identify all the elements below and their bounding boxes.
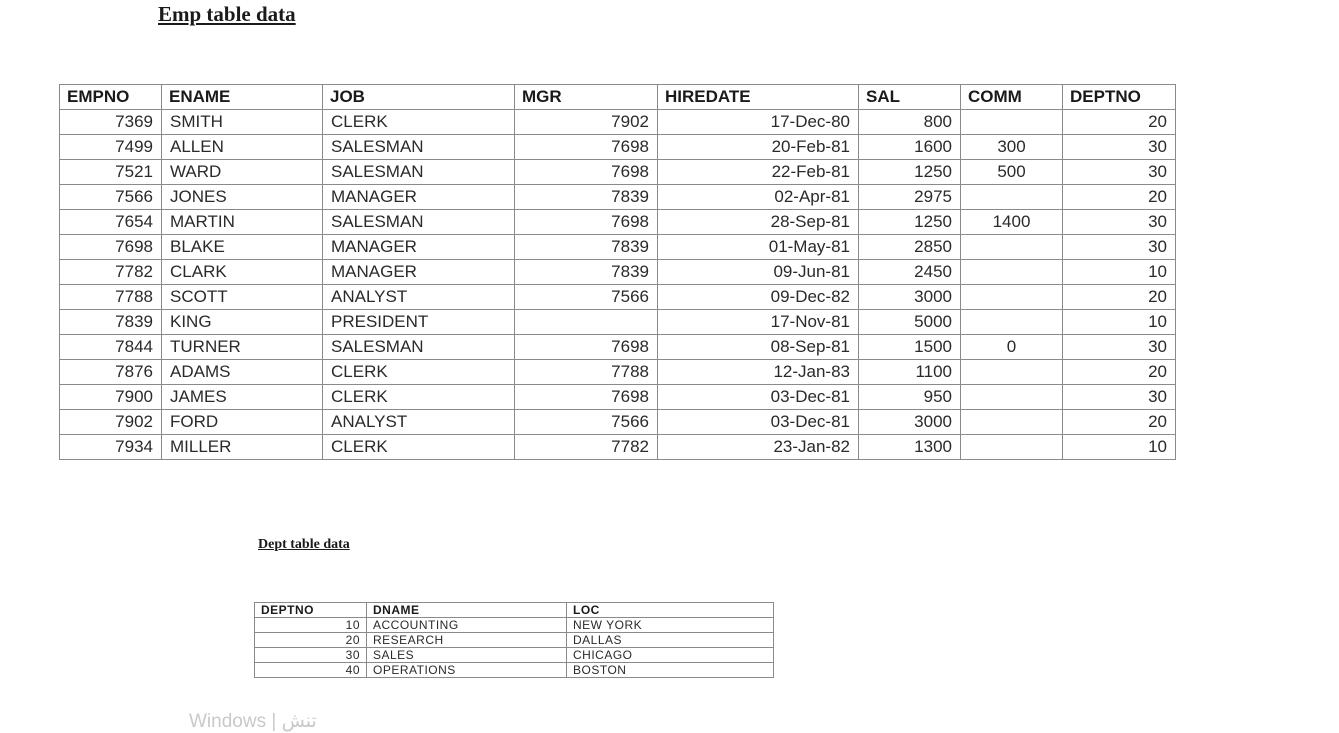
emp-cell-comm: 300 <box>961 135 1063 160</box>
emp-table-row <box>60 185 1176 210</box>
emp-cell-empno: 7499 <box>60 135 162 160</box>
emp-table-row <box>60 235 1176 260</box>
emp-cell-hiredate: 12-Jan-83 <box>658 360 859 385</box>
emp-cell-sal: 1250 <box>859 160 961 185</box>
dept-cell-loc: CHICAGO <box>567 648 774 663</box>
emp-header-cell: HIREDATE <box>658 85 859 110</box>
emp-cell-job: MANAGER <box>323 185 515 210</box>
emp-cell-ename: MILLER <box>162 435 323 460</box>
emp-cell-hiredate: 08-Sep-81 <box>658 335 859 360</box>
emp-cell-mgr: 7698 <box>515 210 658 235</box>
emp-cell-job: MANAGER <box>323 235 515 260</box>
emp-cell-deptno: 30 <box>1063 210 1176 235</box>
emp-cell-job: CLERK <box>323 360 515 385</box>
emp-cell-comm <box>961 435 1063 460</box>
emp-cell-mgr: 7698 <box>515 135 658 160</box>
emp-table-row <box>60 285 1176 310</box>
emp-header-cell: ENAME <box>162 85 323 110</box>
emp-cell-hiredate: 17-Nov-81 <box>658 310 859 335</box>
emp-cell-sal: 1600 <box>859 135 961 160</box>
emp-cell-empno: 7369 <box>60 110 162 135</box>
emp-cell-comm <box>961 235 1063 260</box>
emp-table-row <box>60 385 1176 410</box>
emp-cell-comm <box>961 110 1063 135</box>
emp-cell-deptno: 10 <box>1063 435 1176 460</box>
emp-cell-mgr: 7698 <box>515 385 658 410</box>
dept-cell-dname: SALES <box>367 648 567 663</box>
emp-cell-ename: CLARK <box>162 260 323 285</box>
emp-cell-ename: TURNER <box>162 335 323 360</box>
dept-table <box>254 602 774 678</box>
emp-cell-sal: 1300 <box>859 435 961 460</box>
emp-cell-comm: 0 <box>961 335 1063 360</box>
emp-cell-mgr: 7566 <box>515 285 658 310</box>
emp-cell-deptno: 20 <box>1063 110 1176 135</box>
emp-cell-hiredate: 20-Feb-81 <box>658 135 859 160</box>
watermark-text: Windows | تنش <box>189 711 317 732</box>
emp-cell-hiredate: 28-Sep-81 <box>658 210 859 235</box>
emp-cell-hiredate: 22-Feb-81 <box>658 160 859 185</box>
emp-cell-hiredate: 09-Jun-81 <box>658 260 859 285</box>
emp-table-row <box>60 410 1176 435</box>
dept-table-row <box>255 633 774 648</box>
emp-cell-empno: 7521 <box>60 160 162 185</box>
dept-cell-deptno: 30 <box>255 648 367 663</box>
emp-cell-mgr: 7566 <box>515 410 658 435</box>
emp-header-cell: JOB <box>323 85 515 110</box>
emp-cell-sal: 950 <box>859 385 961 410</box>
emp-cell-sal: 800 <box>859 110 961 135</box>
emp-cell-comm <box>961 410 1063 435</box>
emp-cell-empno: 7698 <box>60 235 162 260</box>
emp-cell-empno: 7934 <box>60 435 162 460</box>
emp-cell-deptno: 20 <box>1063 185 1176 210</box>
emp-cell-mgr: 7902 <box>515 110 658 135</box>
emp-cell-deptno: 30 <box>1063 235 1176 260</box>
emp-cell-job: SALESMAN <box>323 135 515 160</box>
emp-cell-sal: 1100 <box>859 360 961 385</box>
dept-cell-deptno: 10 <box>255 618 367 633</box>
emp-cell-empno: 7902 <box>60 410 162 435</box>
dept-header-cell: DEPTNO <box>255 603 367 618</box>
emp-cell-job: SALESMAN <box>323 210 515 235</box>
emp-cell-deptno: 30 <box>1063 335 1176 360</box>
emp-cell-deptno: 30 <box>1063 135 1176 160</box>
emp-cell-empno: 7654 <box>60 210 162 235</box>
emp-cell-mgr <box>515 310 658 335</box>
emp-cell-empno: 7876 <box>60 360 162 385</box>
emp-cell-sal: 2850 <box>859 235 961 260</box>
emp-cell-ename: KING <box>162 310 323 335</box>
emp-cell-hiredate: 01-May-81 <box>658 235 859 260</box>
emp-cell-ename: ADAMS <box>162 360 323 385</box>
emp-table-row <box>60 210 1176 235</box>
emp-table-row <box>60 260 1176 285</box>
emp-cell-job: PRESIDENT <box>323 310 515 335</box>
emp-cell-deptno: 30 <box>1063 160 1176 185</box>
emp-cell-comm: 1400 <box>961 210 1063 235</box>
dept-table-body <box>255 618 774 678</box>
emp-cell-ename: ALLEN <box>162 135 323 160</box>
dept-header-cell: LOC <box>567 603 774 618</box>
emp-cell-ename: SCOTT <box>162 285 323 310</box>
emp-cell-mgr: 7788 <box>515 360 658 385</box>
emp-cell-ename: SMITH <box>162 110 323 135</box>
dept-header-cell: DNAME <box>367 603 567 618</box>
emp-cell-deptno: 20 <box>1063 410 1176 435</box>
emp-cell-sal: 3000 <box>859 285 961 310</box>
emp-cell-empno: 7839 <box>60 310 162 335</box>
emp-cell-comm <box>961 360 1063 385</box>
emp-cell-sal: 3000 <box>859 410 961 435</box>
emp-table-row <box>60 335 1176 360</box>
emp-cell-comm: 500 <box>961 160 1063 185</box>
emp-table-row <box>60 160 1176 185</box>
emp-table-row <box>60 310 1176 335</box>
emp-cell-mgr: 7839 <box>515 235 658 260</box>
emp-table-row <box>60 435 1176 460</box>
emp-cell-ename: JAMES <box>162 385 323 410</box>
emp-cell-empno: 7566 <box>60 185 162 210</box>
emp-cell-comm <box>961 260 1063 285</box>
emp-cell-job: MANAGER <box>323 260 515 285</box>
emp-header-row <box>60 85 1176 110</box>
emp-header-cell: MGR <box>515 85 658 110</box>
emp-cell-mgr: 7839 <box>515 260 658 285</box>
emp-cell-deptno: 20 <box>1063 285 1176 310</box>
emp-cell-deptno: 30 <box>1063 385 1176 410</box>
dept-cell-dname: RESEARCH <box>367 633 567 648</box>
emp-cell-job: SALESMAN <box>323 335 515 360</box>
emp-header-cell: DEPTNO <box>1063 85 1176 110</box>
emp-cell-mgr: 7698 <box>515 335 658 360</box>
emp-cell-deptno: 20 <box>1063 360 1176 385</box>
emp-cell-mgr: 7782 <box>515 435 658 460</box>
emp-cell-deptno: 10 <box>1063 260 1176 285</box>
emp-cell-sal: 2450 <box>859 260 961 285</box>
dept-cell-loc: NEW YORK <box>567 618 774 633</box>
emp-header-cell: COMM <box>961 85 1063 110</box>
emp-header-cell: SAL <box>859 85 961 110</box>
emp-cell-hiredate: 17-Dec-80 <box>658 110 859 135</box>
emp-cell-comm <box>961 385 1063 410</box>
emp-cell-deptno: 10 <box>1063 310 1176 335</box>
emp-cell-sal: 2975 <box>859 185 961 210</box>
dept-header-row <box>255 603 774 618</box>
emp-cell-empno: 7844 <box>60 335 162 360</box>
dept-cell-loc: DALLAS <box>567 633 774 648</box>
dept-table-row <box>255 648 774 663</box>
emp-cell-job: SALESMAN <box>323 160 515 185</box>
emp-cell-sal: 1500 <box>859 335 961 360</box>
dept-cell-deptno: 40 <box>255 663 367 678</box>
emp-table <box>59 84 1176 460</box>
emp-cell-empno: 7900 <box>60 385 162 410</box>
emp-cell-sal: 1250 <box>859 210 961 235</box>
emp-cell-empno: 7782 <box>60 260 162 285</box>
emp-cell-ename: BLAKE <box>162 235 323 260</box>
emp-cell-job: CLERK <box>323 385 515 410</box>
dept-table-row <box>255 663 774 678</box>
emp-cell-mgr: 7839 <box>515 185 658 210</box>
emp-cell-hiredate: 02-Apr-81 <box>658 185 859 210</box>
emp-cell-hiredate: 09-Dec-82 <box>658 285 859 310</box>
dept-cell-deptno: 20 <box>255 633 367 648</box>
emp-cell-job: ANALYST <box>323 285 515 310</box>
emp-cell-job: CLERK <box>323 435 515 460</box>
emp-cell-sal: 5000 <box>859 310 961 335</box>
dept-cell-dname: ACCOUNTING <box>367 618 567 633</box>
emp-cell-hiredate: 23-Jan-82 <box>658 435 859 460</box>
dept-table-title: Dept table data <box>258 537 350 552</box>
dept-table-row <box>255 618 774 633</box>
emp-cell-hiredate: 03-Dec-81 <box>658 410 859 435</box>
emp-cell-job: ANALYST <box>323 410 515 435</box>
emp-cell-ename: FORD <box>162 410 323 435</box>
emp-table-title: Emp table data <box>158 2 296 26</box>
emp-table-row <box>60 360 1176 385</box>
emp-cell-hiredate: 03-Dec-81 <box>658 385 859 410</box>
emp-cell-ename: JONES <box>162 185 323 210</box>
emp-cell-job: CLERK <box>323 110 515 135</box>
emp-cell-ename: WARD <box>162 160 323 185</box>
emp-cell-comm <box>961 185 1063 210</box>
emp-cell-empno: 7788 <box>60 285 162 310</box>
emp-table-row <box>60 110 1176 135</box>
emp-cell-comm <box>961 310 1063 335</box>
emp-header-cell: EMPNO <box>60 85 162 110</box>
emp-table-body <box>60 110 1176 460</box>
emp-cell-comm <box>961 285 1063 310</box>
emp-cell-mgr: 7698 <box>515 160 658 185</box>
emp-cell-ename: MARTIN <box>162 210 323 235</box>
dept-cell-loc: BOSTON <box>567 663 774 678</box>
emp-table-row <box>60 135 1176 160</box>
dept-cell-dname: OPERATIONS <box>367 663 567 678</box>
